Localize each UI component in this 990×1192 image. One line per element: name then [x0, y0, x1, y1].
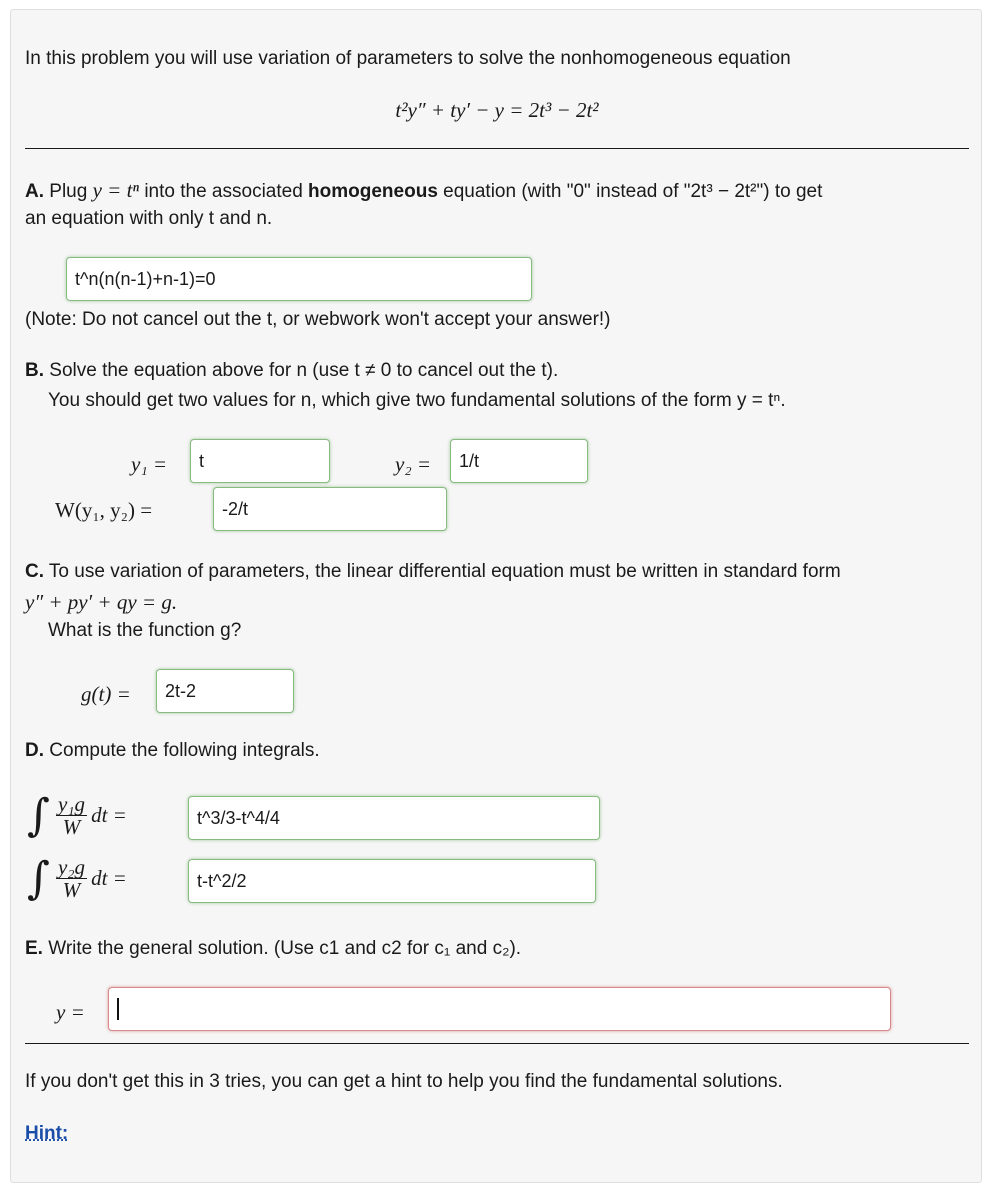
part-c-question: What is the function g?: [48, 620, 242, 641]
g-label: g(t) =: [81, 682, 131, 706]
integral-sign-icon: ∫: [27, 790, 50, 841]
y1-input[interactable]: t: [190, 439, 330, 483]
standard-form-equation: y″ + py′ + qy = g.: [25, 590, 178, 614]
y1-label: y₁ =: [131, 452, 168, 476]
divider-bottom: [25, 1043, 969, 1044]
y2-input[interactable]: 1/t: [450, 439, 588, 483]
integral-1-expression: ∫ $\frac{\text{y₁g}}{W}$ dt =: [27, 790, 127, 841]
part-a-answer-input[interactable]: t^n(n(n-1)+n-1)=0: [66, 257, 532, 301]
part-c-prompt: C. To use variation of parameters, the linear differential equation must be written in standard form: [25, 561, 841, 582]
part-b-prompt-line2: You should get two values for n, which give two fundamental solutions of the form y = tⁿ.: [48, 390, 786, 411]
wronskian-label: W(y₁, y₂) =: [55, 498, 153, 522]
main-equation: t²y″ + ty′ − y = 2t³ − 2t²: [395, 98, 599, 122]
integral-sign-icon: ∫: [27, 853, 50, 904]
general-solution-input[interactable]: [108, 987, 891, 1031]
part-a-note: (Note: Do not cancel out the t, or webwork won't accept your answer!): [25, 309, 611, 330]
part-b-prompt: B. Solve the equation above for n (use t ≠ 0 to cancel out the t).: [25, 360, 559, 381]
integral-2-input[interactable]: t-t^2/2: [188, 859, 596, 903]
intro-text: In this problem you will use variation of parameters to solve the nonhomogeneous equation: [25, 48, 791, 69]
integral-2-expression: ∫ $\frac{\text{y₂g}}{W}$ dt =: [27, 853, 127, 904]
footer-text: If you don't get this in 3 tries, you can get a hint to help you find the fundamental solutions.: [25, 1071, 783, 1092]
y2-label: y₂ =: [395, 452, 432, 476]
g-input[interactable]: 2t-2: [156, 669, 294, 713]
text-cursor: [117, 998, 119, 1020]
integral-1-input[interactable]: t^3/3-t^4/4: [188, 796, 600, 840]
part-d-prompt: D. Compute the following integrals.: [25, 740, 320, 761]
part-a-prompt-line2: an equation with only t and n.: [25, 208, 273, 229]
general-solution-label: y =: [56, 1000, 85, 1024]
part-e-prompt: E. Write the general solution. (Use c1 and c2 for c₁ and c₂).: [25, 938, 522, 959]
wronskian-input[interactable]: -2/t: [213, 487, 447, 531]
divider-top: [25, 148, 969, 149]
part-a-prompt: A. Plug y = tⁿ into the associated homogeneous equation (with "0" instead of "2t³ − 2t²") to get: [25, 178, 823, 202]
problem-panel: [10, 9, 982, 1183]
hint-link[interactable]: Hint:: [25, 1123, 69, 1144]
